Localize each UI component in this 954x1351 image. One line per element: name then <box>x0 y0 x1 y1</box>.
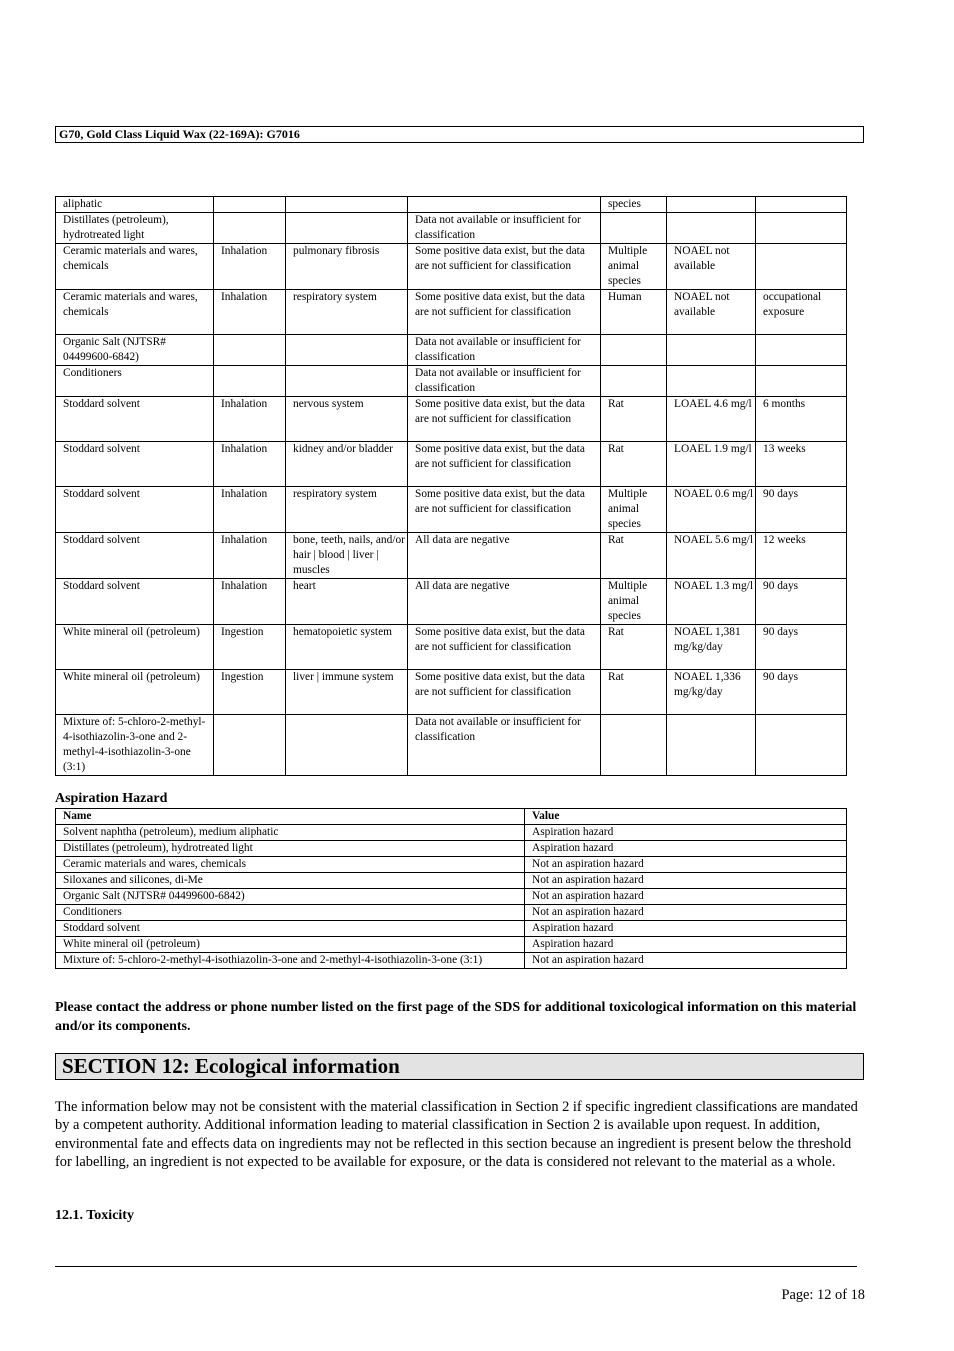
table-cell: Some positive data exist, but the data are not sufficient for classification <box>408 397 601 442</box>
table-cell <box>601 366 667 397</box>
table-cell: Not an aspiration hazard <box>525 857 847 873</box>
table-cell <box>756 213 847 244</box>
table-cell: Inhalation <box>214 442 286 487</box>
table-cell: Not an aspiration hazard <box>525 873 847 889</box>
table-cell <box>756 335 847 366</box>
table-row <box>56 244 847 290</box>
table-cell: NOAEL 1,381 mg/kg/day <box>667 625 756 670</box>
table-cell: Some positive data exist, but the data are not sufficient for classification <box>408 244 601 290</box>
table-cell: bone, teeth, nails, and/or hair | blood | liver | muscles <box>286 533 408 579</box>
table-cell: Inhalation <box>214 397 286 442</box>
column-header-value: Value <box>525 809 847 825</box>
table-row <box>56 825 847 841</box>
table-cell <box>286 197 408 213</box>
table-row <box>56 905 847 921</box>
table-row <box>56 670 847 715</box>
table-cell: occupational exposure <box>756 290 847 335</box>
aspiration-hazard-title: Aspiration Hazard <box>55 791 168 806</box>
table-cell: Not an aspiration hazard <box>525 905 847 921</box>
table-header-row <box>56 809 847 825</box>
table-cell: Ingestion <box>214 625 286 670</box>
table-cell <box>214 197 286 213</box>
table-row <box>56 921 847 937</box>
table-cell: nervous system <box>286 397 408 442</box>
table-cell: Stoddard solvent <box>56 921 525 937</box>
table-cell: Data not available or insufficient for classification <box>408 715 601 776</box>
table-cell <box>286 213 408 244</box>
table-cell: Multiple animal species <box>601 487 667 533</box>
table-cell: Stoddard solvent <box>56 397 214 442</box>
table-cell <box>667 335 756 366</box>
column-header-name: Name <box>56 809 525 825</box>
table-cell <box>601 213 667 244</box>
table-row <box>56 857 847 873</box>
table-cell: Organic Salt (NJTSR# 04499600-6842) <box>56 889 525 905</box>
table-cell: 90 days <box>756 670 847 715</box>
table-cell: Aspiration hazard <box>525 841 847 857</box>
table-cell <box>756 366 847 397</box>
table-cell: Some positive data exist, but the data are not sufficient for classification <box>408 625 601 670</box>
table-cell: Stoddard solvent <box>56 487 214 533</box>
table-cell <box>756 244 847 290</box>
table-cell: Some positive data exist, but the data are not sufficient for classification <box>408 290 601 335</box>
table-cell: 6 months <box>756 397 847 442</box>
table-cell: respiratory system <box>286 487 408 533</box>
table-cell: Ingestion <box>214 670 286 715</box>
table-cell: All data are negative <box>408 533 601 579</box>
table-cell: Stoddard solvent <box>56 533 214 579</box>
table-row <box>56 715 847 776</box>
table-cell: Inhalation <box>214 244 286 290</box>
table-cell: Inhalation <box>214 579 286 625</box>
table-cell: Not an aspiration hazard <box>525 889 847 905</box>
table-cell: Data not available or insufficient for classification <box>408 335 601 366</box>
table-cell <box>756 197 847 213</box>
table-row <box>56 579 847 625</box>
table-row <box>56 335 847 366</box>
table-cell <box>667 366 756 397</box>
table-row <box>56 625 847 670</box>
table-row <box>56 197 847 213</box>
contact-note: Please contact the address or phone number listed on the first page of the SDS for additional toxicological information on this material and/or its components. <box>55 1000 857 1034</box>
table-cell: Inhalation <box>214 290 286 335</box>
table-cell: Mixture of: 5-chloro-2-methyl-4-isothiazolin-3-one and 2-methyl-4-isothiazolin-3-one (3:1) <box>56 715 214 776</box>
table-cell: Organic Salt (NJTSR# 04499600-6842) <box>56 335 214 366</box>
table-cell: Rat <box>601 670 667 715</box>
table-row <box>56 366 847 397</box>
table-cell <box>667 213 756 244</box>
table-row <box>56 841 847 857</box>
table-cell: 90 days <box>756 579 847 625</box>
table-cell: 12 weeks <box>756 533 847 579</box>
table-cell: Aspiration hazard <box>525 825 847 841</box>
table-cell: 13 weeks <box>756 442 847 487</box>
table-cell: Rat <box>601 533 667 579</box>
table-cell <box>408 197 601 213</box>
table-cell: Human <box>601 290 667 335</box>
table-cell <box>286 366 408 397</box>
table-cell: Stoddard solvent <box>56 579 214 625</box>
table-row <box>56 397 847 442</box>
table-cell: species <box>601 197 667 213</box>
document-header-title: G70, Gold Class Liquid Wax (22-169A): G7016 <box>55 126 864 143</box>
table-cell: NOAEL 1.3 mg/l <box>667 579 756 625</box>
table-cell: Solvent naphtha (petroleum), medium aliphatic <box>56 825 525 841</box>
table-cell: kidney and/or bladder <box>286 442 408 487</box>
table-cell <box>214 213 286 244</box>
table-cell: Rat <box>601 625 667 670</box>
table-cell <box>214 715 286 776</box>
table-cell: Aspiration hazard <box>525 937 847 953</box>
table-row <box>56 873 847 889</box>
table-cell <box>601 335 667 366</box>
table-cell: NOAEL 0.6 mg/l <box>667 487 756 533</box>
table-cell: White mineral oil (petroleum) <box>56 625 214 670</box>
table-cell <box>214 366 286 397</box>
table-cell: Not an aspiration hazard <box>525 953 847 969</box>
table-cell: respiratory system <box>286 290 408 335</box>
table-cell <box>756 715 847 776</box>
table-cell: Some positive data exist, but the data are not sufficient for classification <box>408 487 601 533</box>
page-number: Page: 12 of 18 <box>781 1287 865 1303</box>
table-cell: NOAEL not available <box>667 290 756 335</box>
table-cell: NOAEL 5.6 mg/l <box>667 533 756 579</box>
table-cell: Inhalation <box>214 533 286 579</box>
table-row <box>56 953 847 969</box>
table-cell: Mixture of: 5-chloro-2-methyl-4-isothiazolin-3-one and 2-methyl-4-isothiazolin-3-one (3:1) <box>56 953 525 969</box>
table-cell: LOAEL 4.6 mg/l <box>667 397 756 442</box>
toxicity-subheading: 12.1. Toxicity <box>55 1208 134 1223</box>
table-row <box>56 442 847 487</box>
table-cell: Some positive data exist, but the data are not sufficient for classification <box>408 670 601 715</box>
table-cell: Ceramic materials and wares, chemicals <box>56 244 214 290</box>
table-cell <box>214 335 286 366</box>
table-row <box>56 290 847 335</box>
section-12-heading: SECTION 12: Ecological information <box>55 1053 864 1080</box>
table-row <box>56 937 847 953</box>
table-cell <box>667 197 756 213</box>
table-cell: All data are negative <box>408 579 601 625</box>
table-row <box>56 487 847 533</box>
table-cell: Siloxanes and silicones, di-Me <box>56 873 525 889</box>
table-cell: Rat <box>601 397 667 442</box>
table-cell: Distillates (petroleum), hydrotreated light <box>56 213 214 244</box>
table-cell: Multiple animal species <box>601 579 667 625</box>
table-cell: LOAEL 1.9 mg/l <box>667 442 756 487</box>
table-cell: 90 days <box>756 487 847 533</box>
table-cell: Multiple animal species <box>601 244 667 290</box>
table-cell: NOAEL 1,336 mg/kg/day <box>667 670 756 715</box>
table-cell: Conditioners <box>56 366 214 397</box>
table-row <box>56 533 847 579</box>
table-cell: Rat <box>601 442 667 487</box>
table-cell: aliphatic <box>56 197 214 213</box>
section-12-paragraph: The information below may not be consistent with the material classification in Section 2 if specific ingredient classifications are mandated by a competent authority. Additional information leading to material classification in Section 2 is available upon request. In addition, environmental fate and effects data on ingredients may not be reflected in this section because an ingredient is present below the threshold for labelling, an ingredient is not expected to be available for exposure, or the data is considered not relevant to the material as a whole. <box>55 1099 858 1170</box>
table-cell: Conditioners <box>56 905 525 921</box>
table-cell <box>601 715 667 776</box>
table-cell: 90 days <box>756 625 847 670</box>
table-row <box>56 889 847 905</box>
toxicity-table <box>55 196 847 776</box>
table-cell: Distillates (petroleum), hydrotreated light <box>56 841 525 857</box>
table-cell <box>667 715 756 776</box>
table-cell: heart <box>286 579 408 625</box>
aspiration-hazard-table <box>55 808 847 969</box>
table-cell <box>286 335 408 366</box>
table-cell: Aspiration hazard <box>525 921 847 937</box>
table-cell: Inhalation <box>214 487 286 533</box>
table-cell: Data not available or insufficient for classification <box>408 213 601 244</box>
table-cell <box>286 715 408 776</box>
table-cell: hematopoietic system <box>286 625 408 670</box>
table-cell: White mineral oil (petroleum) <box>56 670 214 715</box>
table-cell: Ceramic materials and wares, chemicals <box>56 857 525 873</box>
table-cell: NOAEL not available <box>667 244 756 290</box>
footer-divider <box>55 1266 857 1267</box>
table-cell: Some positive data exist, but the data are not sufficient for classification <box>408 442 601 487</box>
table-row <box>56 213 847 244</box>
table-cell: Data not available or insufficient for classification <box>408 366 601 397</box>
table-cell: Ceramic materials and wares, chemicals <box>56 290 214 335</box>
table-cell: liver | immune system <box>286 670 408 715</box>
table-cell: Stoddard solvent <box>56 442 214 487</box>
table-cell: pulmonary fibrosis <box>286 244 408 290</box>
table-cell: White mineral oil (petroleum) <box>56 937 525 953</box>
